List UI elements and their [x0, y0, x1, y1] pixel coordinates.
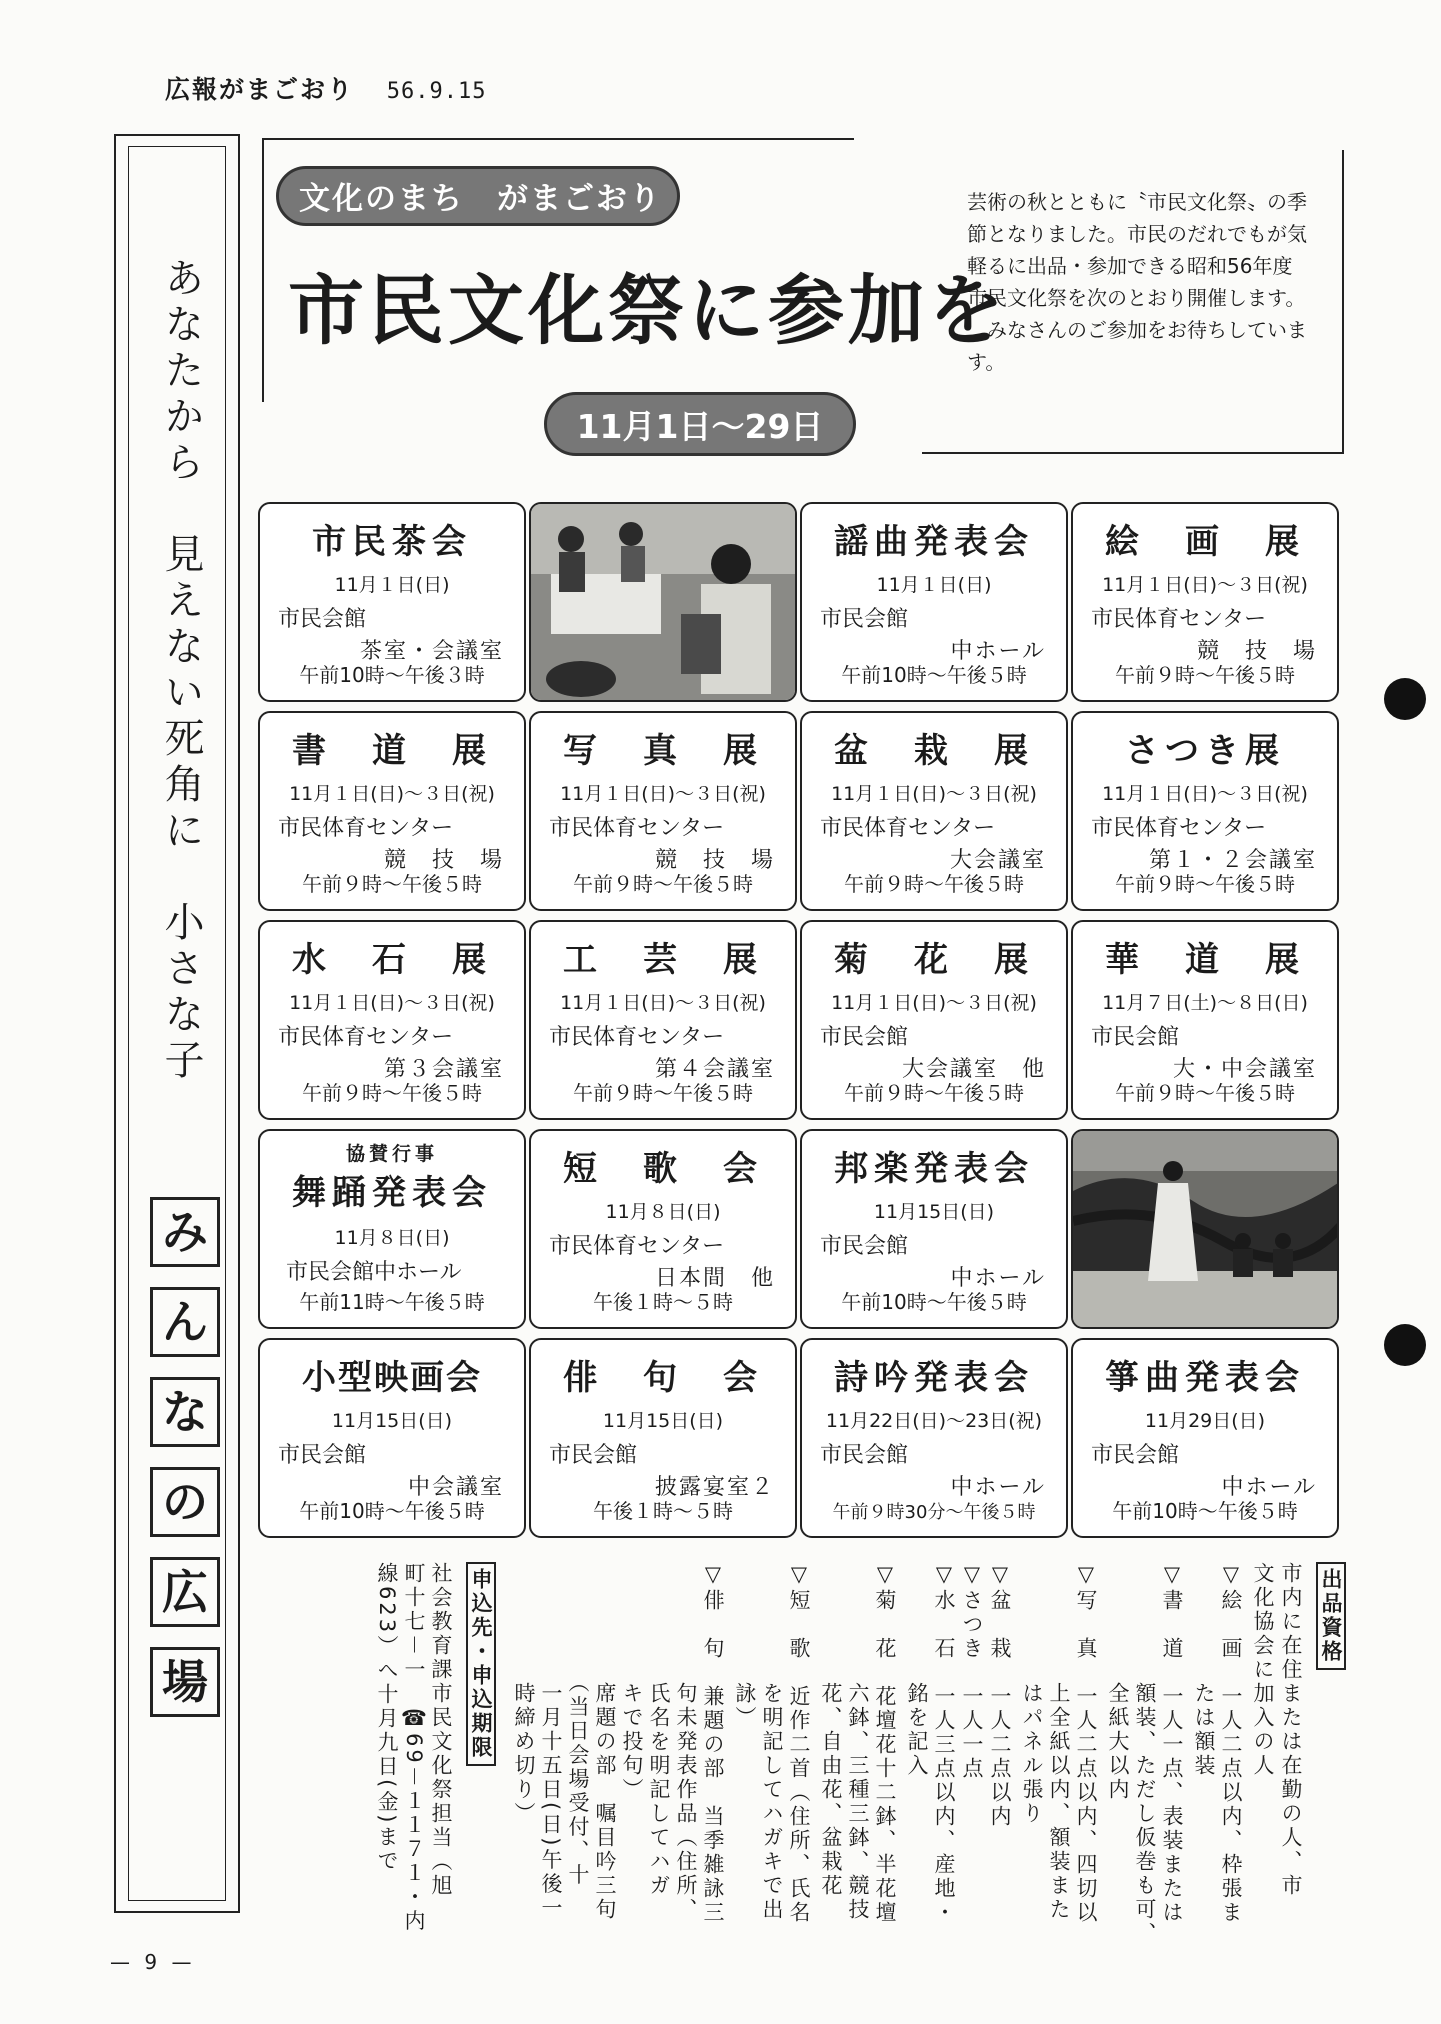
event-date: 11月１日(日)～３日(祝): [831, 783, 1037, 805]
main-title: 市民文化祭に参加を: [288, 266, 1008, 355]
qualification-line: 六鉢、三種三鉢、競技: [846, 1562, 870, 1922]
event-venue: 市民会館: [820, 1443, 909, 1468]
qualification-line: ▽絵 画 一人二点以内、枠張ま: [1219, 1562, 1243, 1925]
event-title: 謡曲発表会: [834, 522, 1034, 562]
event-title: 俳 句 会: [563, 1358, 763, 1398]
event-title: 市民茶会: [312, 522, 472, 562]
qualification-line: 銘を記入: [905, 1562, 929, 1778]
title-char: の: [150, 1467, 220, 1537]
event-room: 中ホール: [950, 1475, 1046, 1500]
event-room: 茶室・会議室: [359, 639, 504, 664]
event-hours: 午前９時～午後５時: [844, 872, 1024, 896]
event-venue: 市民体育センター: [1091, 607, 1267, 632]
qualification-line: 額装、ただし仮巻も可、: [1133, 1562, 1157, 1946]
event-subtitle: 協賛行事: [345, 1143, 438, 1165]
event-title: 盆 栽 展: [834, 731, 1034, 771]
event-hours: 午前９時～午後５時: [302, 872, 482, 896]
event-room: 競 技 場: [1196, 639, 1317, 664]
qualification-line: 時締め切り）: [512, 1562, 536, 1826]
event-card: [529, 1338, 797, 1538]
event-card: [1071, 502, 1339, 702]
details-section: [254, 1562, 1344, 1946]
qualification-line: ▽菊 花 花壇花十二鉢、半花壇: [873, 1562, 897, 1925]
safety-slogan: あなたから 見えない死角に 小さな子: [158, 257, 204, 1085]
title-char: 広: [150, 1557, 220, 1627]
title-char: み: [150, 1197, 220, 1267]
qualification-line: ▽俳 句 兼題の部 当季雑詠三: [701, 1562, 725, 1925]
event-hours: 午後１時～５時: [593, 1499, 733, 1523]
event-venue: 市民体育センター: [1091, 816, 1267, 841]
section-title-minna-no-hiroba: [150, 1197, 220, 1737]
event-venue: 市民会館中ホール: [286, 1260, 462, 1285]
event-venue: 市民会館: [820, 607, 909, 632]
event-title: 書 道 展: [292, 731, 492, 771]
application-line: 町十七－一 ☎69－１１７１・内: [402, 1562, 426, 1934]
event-venue: 市民体育センター: [278, 816, 454, 841]
event-title: さつき展: [1125, 731, 1285, 771]
event-date: 11月１日(日): [876, 574, 992, 596]
event-hours: 午前10時～午後５時: [299, 1499, 485, 1523]
event-date: 11月１日(日)～３日(祝): [831, 992, 1037, 1014]
event-room: 日本間 他: [654, 1266, 775, 1291]
event-title: 短 歌 会: [563, 1149, 763, 1189]
event-date: 11月１日(日)～３日(祝): [560, 992, 766, 1014]
binder-hole: [1384, 678, 1426, 720]
event-venue: 市民会館: [1091, 1443, 1180, 1468]
qualification-line: 一月十五日(日)午後一: [539, 1562, 563, 1921]
event-date: 11月１日(日)～３日(祝): [289, 783, 495, 805]
event-title: 絵 画 展: [1105, 522, 1305, 562]
event-hours: 午前10時～午後５時: [841, 663, 1027, 687]
period-badge: 11月1日～29日: [544, 392, 856, 456]
event-card: [258, 1338, 526, 1538]
event-card: [258, 920, 526, 1120]
event-card: [1071, 920, 1339, 1120]
event-venue: 市民体育センター: [549, 1025, 725, 1050]
event-venue: 市民体育センター: [820, 816, 996, 841]
event-title: 菊 花 展: [834, 940, 1034, 980]
event-card: [800, 711, 1068, 911]
event-title: 写 真 展: [563, 731, 763, 771]
event-hours: 午前９時～午後５時: [1115, 1081, 1295, 1105]
event-date: 11月29日(日): [1144, 1410, 1266, 1432]
qualification-line: はパネル張り: [1020, 1562, 1044, 1826]
event-title: 舞踊発表会: [292, 1173, 492, 1213]
event-date: 11月15日(日): [602, 1410, 724, 1432]
qualification-line: キで投句）: [620, 1562, 644, 1802]
qualification-line: ▽写 真 一人二点以内、四切以: [1074, 1562, 1098, 1925]
event-room: 中ホール: [950, 1266, 1046, 1291]
qualification-line: 席題の部 嘱目吟三句: [593, 1562, 617, 1922]
event-venue: 市民会館: [549, 1443, 638, 1468]
event-title: 水 石 展: [292, 940, 492, 980]
qualification-line: （当日会場受付、十: [566, 1562, 590, 1888]
event-card: [529, 1129, 797, 1329]
intro-paragraph: 芸術の秋とともに〝市民文化祭〟の季節となりました。市民のだれでもが気軽るに出品・参加できる昭和56年度市民文化祭を次のとおり開催します。: [967, 190, 1307, 310]
event-hours: 午前９時～午後５時: [1115, 663, 1295, 687]
event-date: 11月８日(日): [334, 1227, 450, 1249]
dance-performance-photo: [1071, 1129, 1339, 1329]
qualifications-heading: 出品資格: [1317, 1562, 1344, 1670]
qualification-line: ▽さつき 一人一点: [960, 1562, 984, 1781]
event-title: 工 芸 展: [563, 940, 763, 980]
qualification-line: 文化協会に加入の人: [1251, 1562, 1275, 1778]
event-hours: 午前９時～午後５時: [573, 872, 753, 896]
newsletter-title: 広報がまごおり: [165, 75, 355, 104]
qualification-line: ▽水 石 一人三点以内、産地・: [932, 1562, 956, 1925]
event-hours: 午前９時～午後５時: [573, 1081, 753, 1105]
qualification-line: ▽盆 栽 一人二点以内: [988, 1562, 1012, 1829]
event-venue: 市民会館: [278, 1443, 367, 1468]
qualification-line: 市内に在住または在勤の人、市: [1279, 1562, 1303, 1898]
event-venue: 市民会館: [1091, 1025, 1180, 1050]
page-header: [165, 70, 486, 106]
event-room: 大会議室 他: [901, 1057, 1046, 1082]
event-card: [1071, 711, 1339, 911]
qualification-line: 句未発表作品（住所、: [674, 1562, 698, 1922]
event-date: 11月１日(日)～３日(祝): [1102, 574, 1308, 596]
event-hours: 午前10時～午後５時: [1112, 1499, 1298, 1523]
event-card: [800, 1338, 1068, 1538]
left-column: [114, 134, 240, 1913]
event-room: 中ホール: [950, 639, 1046, 664]
event-date: 11月１日(日)～３日(祝): [1102, 783, 1308, 805]
event-card: [529, 711, 797, 911]
event-date: 11月８日(日): [605, 1201, 721, 1223]
event-date: 11月15日(日): [331, 1410, 453, 1432]
event-title: 華 道 展: [1105, 940, 1305, 980]
event-date: 11月１日(日): [334, 574, 450, 596]
event-room: 大会議室: [949, 848, 1046, 873]
event-hours: 午前10時～午後３時: [299, 663, 485, 687]
event-hours: 午前10時～午後５時: [841, 1290, 1027, 1314]
binder-hole: [1384, 1324, 1426, 1366]
qualification-line: 花、自由花、盆栽花: [819, 1562, 843, 1898]
event-date: 11月１日(日)～３日(祝): [289, 992, 495, 1014]
title-char: ん: [150, 1287, 220, 1357]
event-hours: 午後１時～５時: [593, 1290, 733, 1314]
event-card: [258, 1129, 526, 1329]
event-room: 第３会議室: [383, 1057, 504, 1082]
event-card: [258, 711, 526, 911]
page-number: — 9 —: [110, 1950, 196, 1974]
event-card: [800, 502, 1068, 702]
intro-paragraph: みなさんのご参加をお待ちしています。: [967, 318, 1307, 374]
event-hours: 午前９時～午後５時: [1115, 872, 1295, 896]
event-hours: 午前９時～午後５時: [844, 1081, 1024, 1105]
qualification-line: 詠）: [733, 1562, 757, 1730]
tea-ceremony-photo: [529, 502, 797, 702]
qualification-line: 上全紙以内、額装また: [1047, 1562, 1071, 1922]
event-date: 11月７日(土)～８日(日): [1102, 992, 1308, 1014]
intro-text: [967, 186, 1307, 378]
event-hours: 午前11時～午後５時: [299, 1290, 485, 1314]
event-venue: 市民会館: [278, 607, 367, 632]
event-card: [800, 1129, 1068, 1329]
event-card: [258, 502, 526, 702]
application-line: 線623）へ十月九日(金)まで: [375, 1562, 399, 1874]
event-room: 競 技 場: [383, 848, 504, 873]
qualification-line: ▽書 道 一人一点、表装または: [1160, 1562, 1184, 1925]
application-heading: 申込先・申込期限: [467, 1562, 494, 1766]
qualification-line: ▽短 歌 近作二首（住所、氏名: [787, 1562, 811, 1925]
event-title: 小型映画会: [302, 1358, 482, 1398]
qualification-line: 全紙大以内: [1106, 1562, 1130, 1802]
event-venue: 市民体育センター: [549, 816, 725, 841]
series-label: 文化のまち がまごおり: [276, 166, 680, 226]
application-line: 社会教育課市民文化祭担当（旭: [429, 1562, 453, 1898]
event-room: 第４会議室: [654, 1057, 775, 1082]
event-date: 11月15日(日): [873, 1201, 995, 1223]
event-card: [1071, 1338, 1339, 1538]
event-venue: 市民体育センター: [549, 1234, 725, 1259]
qualification-line: たは額装: [1192, 1562, 1216, 1778]
qualification-line: 氏名を明記してハガ: [647, 1562, 671, 1898]
event-title: 箏曲発表会: [1105, 1358, 1305, 1398]
event-venue: 市民体育センター: [278, 1025, 454, 1050]
event-date: 11月１日(日)～３日(祝): [560, 783, 766, 805]
event-title: 詩吟発表会: [834, 1358, 1034, 1398]
title-char: な: [150, 1377, 220, 1447]
issue-date: 56.9.15: [386, 79, 487, 104]
event-room: 中ホール: [1221, 1475, 1317, 1500]
event-room: 披露宴室２: [654, 1475, 775, 1500]
event-date: 11月22日(日)～23日(祝): [825, 1410, 1043, 1432]
event-hours: 午前９時～午後５時: [302, 1081, 482, 1105]
event-venue: 市民会館: [820, 1025, 909, 1050]
title-char: 場: [150, 1647, 220, 1717]
qualification-line: を明記してハガキで出: [760, 1562, 784, 1922]
event-room: 競 技 場: [654, 848, 775, 873]
event-room: 第１・２会議室: [1148, 848, 1317, 873]
event-card: [800, 920, 1068, 1120]
event-room: 大・中会議室: [1172, 1057, 1317, 1082]
event-room: 中会議室: [407, 1475, 504, 1500]
event-venue: 市民会館: [820, 1234, 909, 1259]
event-title: 邦楽発表会: [834, 1149, 1034, 1189]
event-card: [529, 920, 797, 1120]
event-hours: 午前９時30分～午後５時: [832, 1502, 1036, 1523]
